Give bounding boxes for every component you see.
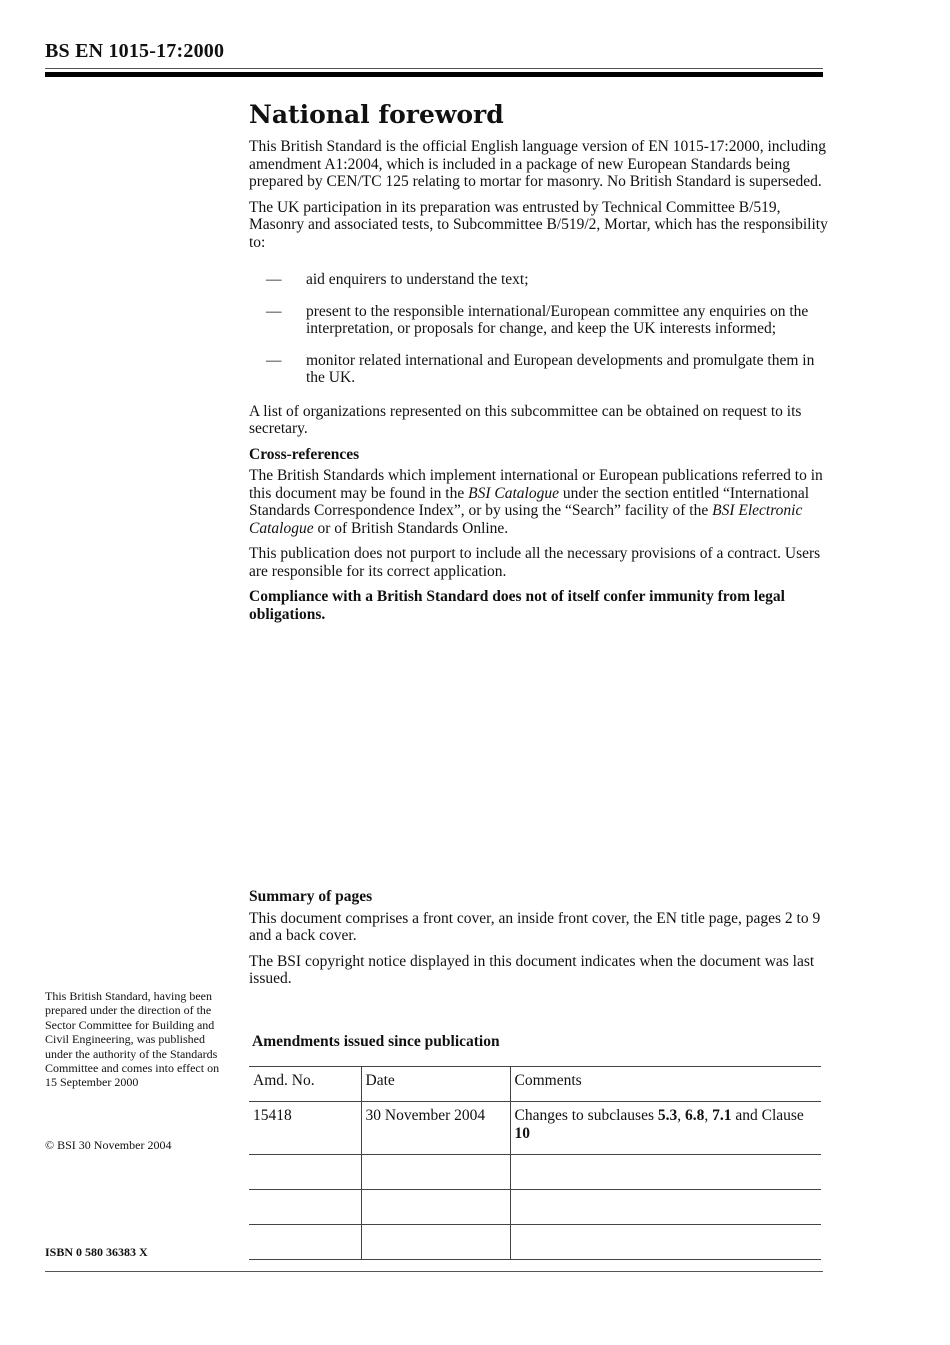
table-row-empty xyxy=(249,1190,821,1225)
footer-rule xyxy=(45,1271,823,1272)
responsibility-list xyxy=(249,271,829,387)
summary-of-pages xyxy=(249,888,829,996)
copyright-notice-paragraph: The BSI copyright notice displayed in this document indicates when the document was last issued. xyxy=(249,952,815,987)
list-item xyxy=(249,271,829,289)
dash-bullet: — xyxy=(266,302,282,320)
authority-note: This British Standard, having been prepared under the direction of the Sector Committee for Building and Civil Engineering, was published under the authority of the Standards Committee and comes into effect on 15 September 2000 xyxy=(45,989,220,1090)
crossref-text: under the section entitled “International Standards Correspondence Index”, or by using the “Search” facility of the xyxy=(249,484,810,519)
header-thick-rule xyxy=(45,72,823,77)
column-header: Date xyxy=(361,1067,510,1102)
table-row-empty xyxy=(249,1155,821,1190)
column-header: Comments xyxy=(510,1067,821,1102)
list-item xyxy=(249,303,829,338)
document-code: BS EN 1015-17:2000 xyxy=(45,40,225,62)
dash-bullet: — xyxy=(266,271,282,288)
intro-paragraph: This British Standard is the official English language version of EN 1015-17:2000, including amendment A1:2004, which is included in a package of new European Standards being prepared by CEN/TC 125 relating to mortar for masonry. No British Standard is superseded. xyxy=(249,138,827,190)
header-thin-rule xyxy=(45,68,823,69)
amendments-table xyxy=(249,1066,821,1260)
provisions-paragraph: This publication does not purport to include all the necessary provisions of a contract. Users are responsible for its correct application. xyxy=(249,545,821,580)
list-item-text: aid enquirers to understand the text; xyxy=(306,271,529,288)
crossref-text: or of British Standards Online. xyxy=(313,519,509,537)
comment-text: Changes to subclauses xyxy=(514,1107,658,1124)
amendments-heading: Amendments issued since publication xyxy=(252,1033,500,1050)
amd-no-cell: 15418 xyxy=(249,1102,361,1155)
comment-text: , xyxy=(704,1107,713,1124)
comment-text: and Clause xyxy=(731,1107,804,1124)
national-foreword xyxy=(249,100,829,631)
table-header-row xyxy=(249,1067,821,1102)
subclause-ref: 5.3 xyxy=(657,1107,678,1124)
list-item-text: present to the responsible international/European committee any enquiries on the interpretation, or proposals for change, and keep the UK interests informed; xyxy=(306,302,809,337)
column-header: Amd. No. xyxy=(249,1067,361,1102)
copyright-line: © BSI 30 November 2004 xyxy=(45,1138,172,1152)
organizations-paragraph: A list of organizations represented on this subcommittee can be obtained on request to its secretary. xyxy=(249,402,802,437)
subclause-ref: 6.8 xyxy=(684,1107,705,1124)
comments-cell xyxy=(510,1102,821,1155)
compliance-statement: Compliance with a British Standard does not of itself confer immunity from legal obligations. xyxy=(249,588,785,623)
date-cell: 30 November 2004 xyxy=(361,1102,510,1155)
summary-heading: Summary of pages xyxy=(249,888,373,905)
participation-paragraph: The UK participation in its preparation was entrusted by Technical Committee B/519, Masonry and associated tests, to Subcommittee B/519/2, Mortar, which has the responsibility to: xyxy=(249,198,828,251)
dash-bullet: — xyxy=(266,351,282,369)
bsi-catalogue-title: BSI Catalogue xyxy=(468,484,559,502)
crossref-text: The British Standards which implement international or European publications referred to in this document may be found in the xyxy=(249,467,823,502)
table-row xyxy=(249,1102,821,1155)
page-title: National foreword xyxy=(249,100,504,129)
isbn: ISBN 0 580 36383 X xyxy=(45,1245,148,1259)
list-item xyxy=(249,352,829,387)
cross-references-heading: Cross-references xyxy=(249,445,360,463)
list-item-text: monitor related international and European developments and promulgate them in the UK. xyxy=(306,351,815,386)
comment-text: , xyxy=(677,1107,685,1124)
bsi-electronic-catalogue-title: BSI Electronic Catalogue xyxy=(249,502,803,537)
clause-ref: 10 xyxy=(514,1124,530,1142)
table-row-empty xyxy=(249,1225,821,1260)
cross-references-paragraph xyxy=(249,467,829,537)
subclause-ref: 7.1 xyxy=(712,1107,732,1124)
summary-paragraph: This document comprises a front cover, an inside front cover, the EN title page, pages 2 to 9 and a back cover. xyxy=(249,909,821,944)
